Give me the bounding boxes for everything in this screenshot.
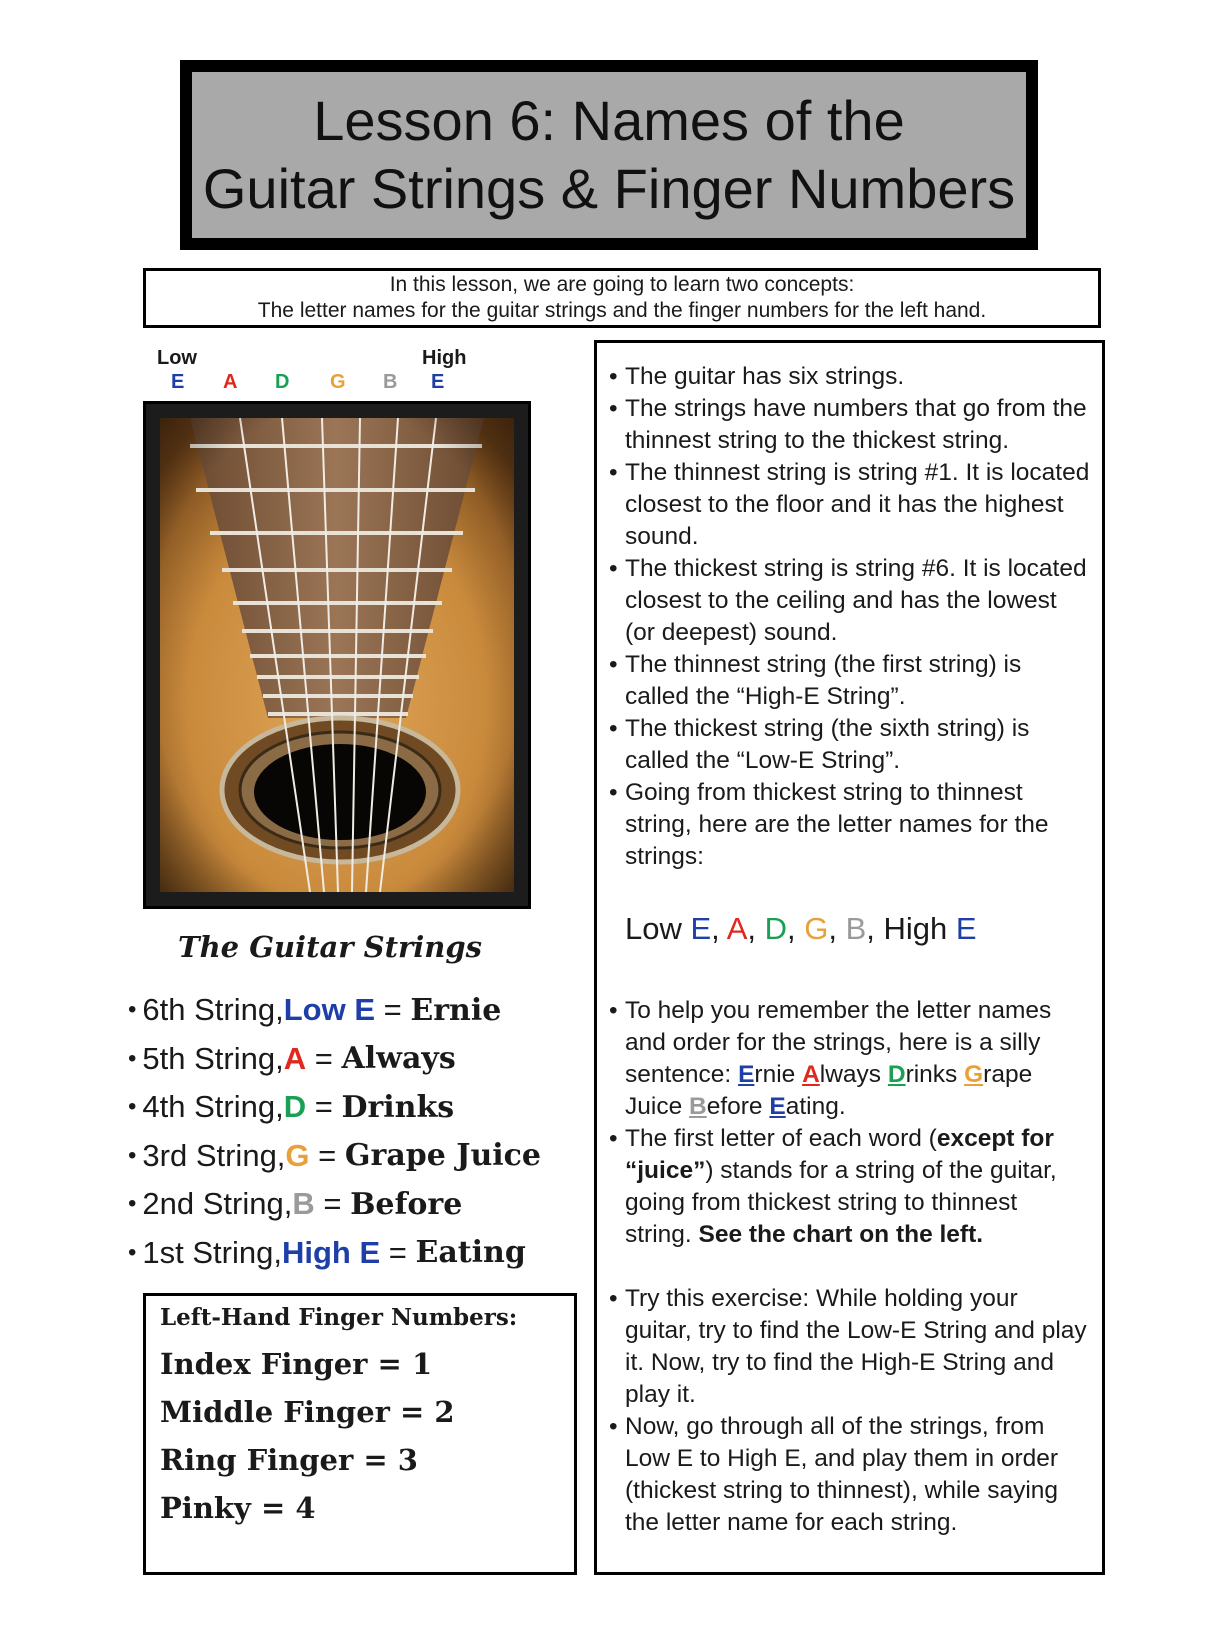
guitar-strings-title: The Guitar Strings bbox=[178, 930, 482, 964]
guitar-photo bbox=[160, 418, 514, 892]
title-line-2: Guitar Strings & Finger Numbers bbox=[202, 157, 1016, 220]
fact-item: • The thinnest string is string #1. It is located closest to the floor and it has the highest sound. bbox=[609, 457, 1090, 553]
fact-item: • The thinnest string (the first string) is called the “High-E String”. bbox=[609, 649, 1090, 713]
letter-a: A bbox=[223, 371, 238, 393]
low-label: Low bbox=[157, 347, 197, 369]
string-mnemonic-list bbox=[128, 986, 598, 1277]
guitar-photo-frame bbox=[143, 401, 531, 909]
string-row-3: • 3rd String, G = Grape Juice bbox=[128, 1137, 542, 1174]
string-facts-list bbox=[609, 361, 1090, 873]
string-row-5: • 5th String, A = Always bbox=[128, 1040, 456, 1077]
fact-item: • The strings have numbers that go from the thinnest string to the thickest string. bbox=[609, 393, 1090, 457]
explanation-box bbox=[594, 340, 1105, 1575]
exercise-item: • Try this exercise: While holding your guitar, try to find the Low-E String and play it. Now, try to find the High-E String and play it. bbox=[609, 1283, 1090, 1411]
mnemonic-item: • To help you remember the letter names and order for the strings, here is a silly sentence: Ernie Always Drinks Grape Juice Before Eating. bbox=[609, 995, 1090, 1123]
first-letter-item: • The first letter of each word (except for “juice”) stands for a string of the guitar, going from thickest string to thinnest string. See the chart on the left. bbox=[609, 1123, 1090, 1251]
intro-box bbox=[143, 268, 1101, 328]
string-letter-sequence: Low E, A, D, G, B, High E bbox=[625, 911, 977, 946]
letter-e-high: E bbox=[431, 371, 445, 393]
letter-d: D bbox=[275, 371, 290, 393]
finger-numbers-title: Left-Hand Finger Numbers: bbox=[160, 1304, 518, 1331]
fact-item: • The thickest string is string #6. It is located closest to the ceiling and has the lowest (or deepest) sound. bbox=[609, 553, 1090, 649]
exercise-item: • Now, go through all of the strings, from Low E to High E, and play them in order (thickest string to thinnest), while saying the letter name for each string. bbox=[609, 1411, 1090, 1539]
finger-row-pinky: Pinky = 4 bbox=[160, 1491, 316, 1525]
letter-e-low: E bbox=[171, 371, 185, 393]
string-letter-labels bbox=[155, 347, 475, 397]
intro-line-2: The letter names for the guitar strings and the finger numbers for the left hand. bbox=[257, 299, 987, 322]
high-label: High bbox=[422, 347, 467, 369]
title-box bbox=[180, 60, 1038, 250]
mnemonic-list bbox=[609, 995, 1090, 1251]
title-line-1: Lesson 6: Names of the bbox=[313, 89, 905, 152]
finger-row-index: Index Finger = 1 bbox=[160, 1347, 433, 1381]
finger-row-ring: Ring Finger = 3 bbox=[160, 1443, 418, 1477]
fact-item: • Going from thickest string to thinnest string, here are the letter names for the strings: bbox=[609, 777, 1090, 873]
exercise-list bbox=[609, 1283, 1090, 1539]
fact-item: • The thickest string (the sixth string) is called the “Low-E String”. bbox=[609, 713, 1090, 777]
letter-b: B bbox=[383, 371, 398, 393]
intro-line-1: In this lesson, we are going to learn two concepts: bbox=[389, 273, 855, 296]
finger-row-middle: Middle Finger = 2 bbox=[160, 1395, 455, 1429]
letter-g: G bbox=[330, 371, 346, 393]
string-row-2: • 2nd String, B = Before bbox=[128, 1186, 463, 1222]
string-row-6: • 6th String, Low E = Ernie bbox=[128, 992, 502, 1028]
fact-item: • The guitar has six strings. bbox=[609, 361, 1090, 393]
string-row-1: • 1st String, High E = Eating bbox=[128, 1234, 526, 1271]
finger-numbers-box bbox=[143, 1293, 577, 1575]
string-row-4: • 4th String, D = Drinks bbox=[128, 1089, 455, 1125]
